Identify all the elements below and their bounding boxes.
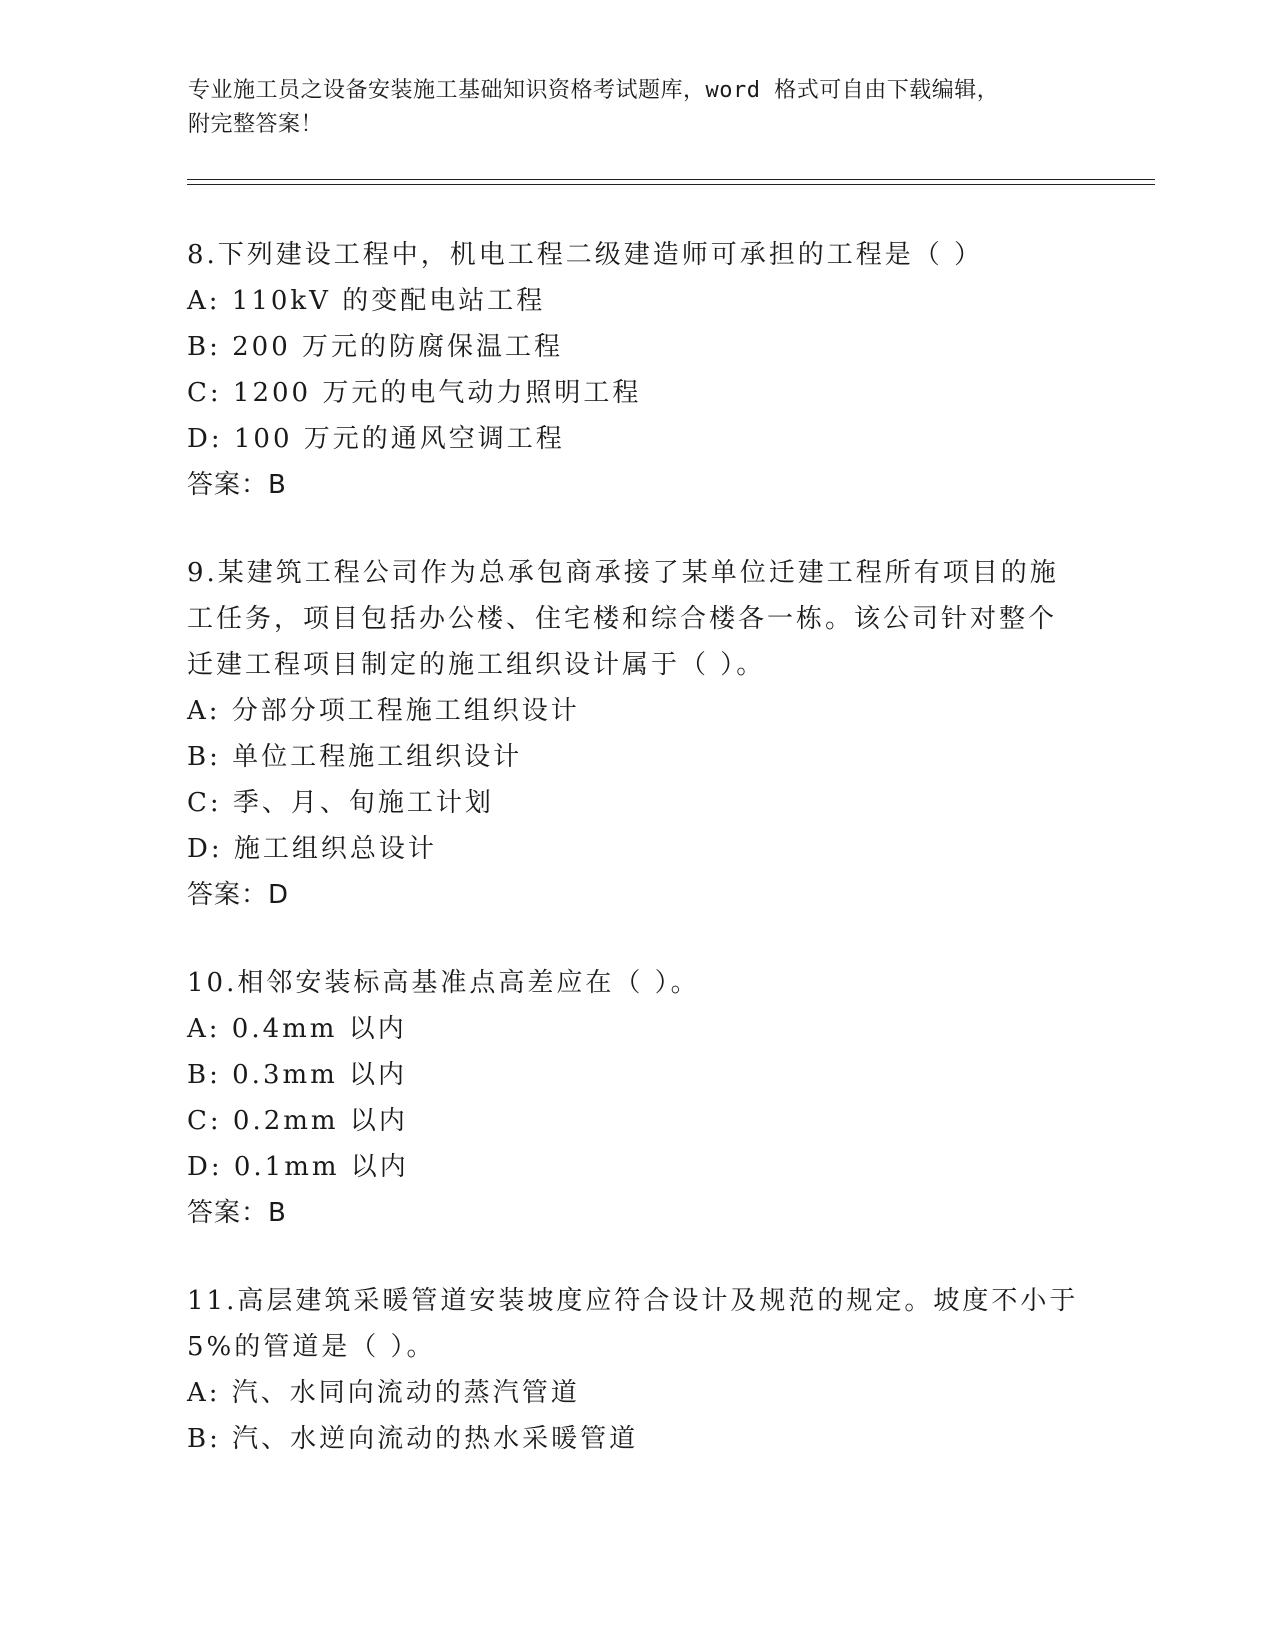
option-b: B: 汽、水逆向流动的热水采暖管道 — [187, 1424, 639, 1454]
option-c: C: 0.2mm 以内 — [187, 1106, 408, 1136]
option-a: A: 110kV 的变配电站工程 — [187, 286, 546, 316]
answer-line: 答案：D — [187, 880, 290, 910]
question-stem: 9.某建筑工程公司作为总承包商承接了某单位迁建工程所有项目的施 — [187, 558, 1059, 588]
option-b: B: 0.3mm 以内 — [187, 1060, 408, 1090]
option-c: C: 季、月、旬施工计划 — [187, 788, 494, 818]
answer-line: 答案：B — [187, 1198, 287, 1228]
option-c: C: 1200 万元的电气动力照明工程 — [187, 378, 642, 408]
option-d: D: 0.1mm 以内 — [187, 1152, 409, 1182]
question-stem: 5%的管道是（ ）。 — [187, 1332, 436, 1362]
document-header — [188, 74, 1088, 142]
header-double-rule — [187, 179, 1155, 185]
question-9 — [187, 550, 1107, 918]
question-stem: 11.高层建筑采暖管道安装坡度应符合设计及规范的规定。坡度不小于 — [187, 1286, 1079, 1316]
question-10 — [187, 960, 1107, 1236]
question-stem: 工任务，项目包括办公楼、住宅楼和综合楼各一栋。该公司针对整个 — [187, 604, 1058, 634]
option-a: A: 汽、水同向流动的蒸汽管道 — [187, 1378, 580, 1408]
option-b: B: 200 万元的防腐保温工程 — [187, 332, 564, 362]
question-8 — [187, 232, 1107, 508]
option-a: A: 分部分项工程施工组织设计 — [187, 696, 580, 726]
option-d: D: 施工组织总设计 — [187, 834, 437, 864]
option-a: A: 0.4mm 以内 — [187, 1014, 407, 1044]
header-line-2: 附完整答案！ — [188, 112, 324, 137]
question-stem: 迁建工程项目制定的施工组织设计属于（ ）。 — [187, 650, 766, 680]
option-d: D: 100 万元的通风空调工程 — [187, 424, 565, 454]
answer-line: 答案：B — [187, 470, 287, 500]
question-list — [187, 232, 1107, 1504]
header-line-1: 专业施工员之设备安装施工基础知识资格考试题库，word 格式可自由下载编辑， — [188, 78, 1000, 103]
option-b: B: 单位工程施工组织设计 — [187, 742, 523, 772]
question-11 — [187, 1278, 1107, 1462]
question-stem: 10.相邻安装标高基准点高差应在（ ）。 — [187, 968, 700, 998]
question-stem: 8.下列建设工程中，机电工程二级建造师可承担的工程是（ ） — [187, 240, 984, 270]
